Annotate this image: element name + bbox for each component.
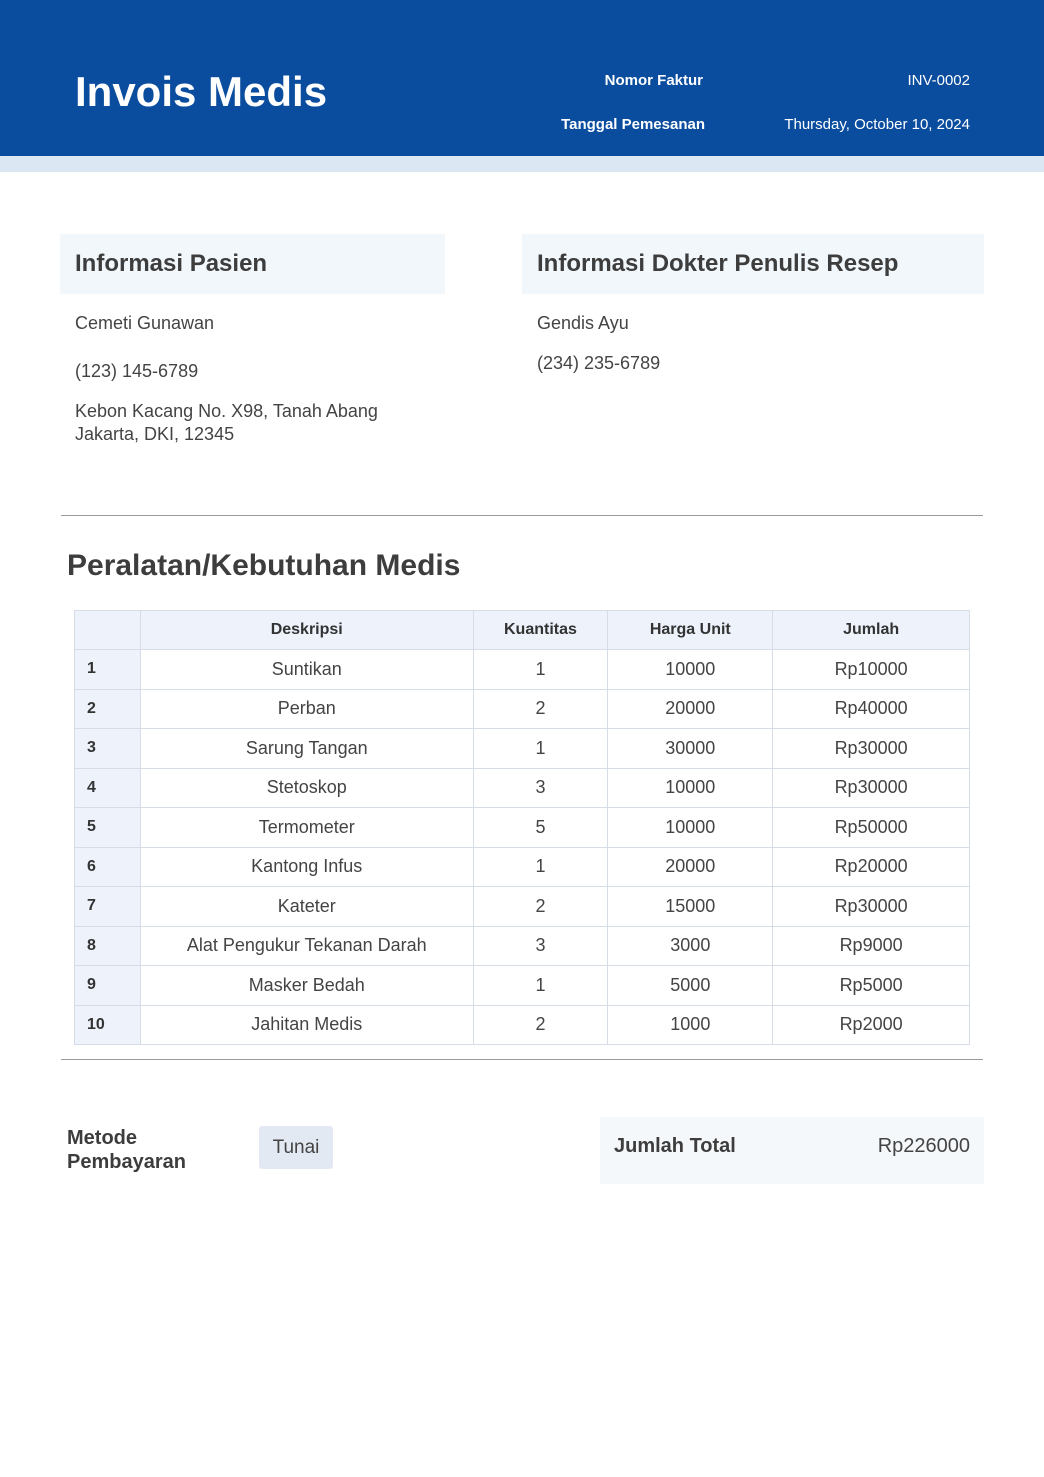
- patient-address-line1: Kebon Kacang No. X98, Tanah Abang: [75, 401, 378, 421]
- column-header-description: Deskripsi: [140, 611, 473, 650]
- row-number: 8: [75, 926, 141, 966]
- item-quantity: 2: [473, 689, 608, 729]
- patient-phone: (123) 145-6789: [75, 361, 199, 381]
- document-title: Invois Medis: [75, 68, 328, 115]
- table-row: [75, 650, 970, 690]
- column-header-unit-price: Harga Unit: [608, 611, 773, 650]
- items-section-title: Peralatan/Kebutuhan Medis: [67, 549, 461, 582]
- item-unit-price: 1000: [608, 1005, 773, 1045]
- table-row: [75, 887, 970, 927]
- item-quantity: 3: [473, 768, 608, 808]
- item-amount: Rp50000: [773, 808, 970, 848]
- item-amount: Rp30000: [773, 729, 970, 769]
- header-accent-strip: [0, 156, 1044, 172]
- item-quantity: 1: [473, 966, 608, 1006]
- table-header-row: [75, 611, 970, 650]
- item-description: Perban: [140, 689, 473, 729]
- item-unit-price: 10000: [608, 768, 773, 808]
- item-unit-price: 15000: [608, 887, 773, 927]
- total-label: Jumlah Total: [614, 1135, 736, 1157]
- row-number: 5: [75, 808, 141, 848]
- row-number: 1: [75, 650, 141, 690]
- item-quantity: 1: [473, 729, 608, 769]
- item-description: Termometer: [140, 808, 473, 848]
- doctor-phone: (234) 235-6789: [537, 353, 661, 373]
- patient-info-heading: Informasi Pasien: [60, 234, 445, 294]
- item-description: Jahitan Medis: [140, 1005, 473, 1045]
- item-amount: Rp10000: [773, 650, 970, 690]
- item-amount: Rp5000: [773, 966, 970, 1006]
- item-unit-price: 20000: [608, 847, 773, 887]
- row-number: 4: [75, 768, 141, 808]
- invoice-number-label: Nomor Faktur: [604, 72, 703, 89]
- payment-method-label: Metode Pembayaran: [67, 1127, 186, 1173]
- doctor-name: Gendis Ayu: [537, 313, 629, 333]
- item-quantity: 2: [473, 1005, 608, 1045]
- item-unit-price: 3000: [608, 926, 773, 966]
- table-row: [75, 689, 970, 729]
- table-row: [75, 729, 970, 769]
- order-date-value: Thursday, October 10, 2024: [784, 116, 970, 133]
- item-unit-price: 10000: [608, 808, 773, 848]
- item-unit-price: 20000: [608, 689, 773, 729]
- item-amount: Rp20000: [773, 847, 970, 887]
- row-number: 10: [75, 1005, 141, 1045]
- payment-method-badge: Tunai: [259, 1126, 333, 1169]
- table-row: [75, 1005, 970, 1045]
- invoice-number-value: INV-0002: [907, 72, 970, 89]
- item-amount: Rp30000: [773, 887, 970, 927]
- item-description: Masker Bedah: [140, 966, 473, 1006]
- row-number: 9: [75, 966, 141, 1006]
- row-number: 2: [75, 689, 141, 729]
- item-unit-price: 30000: [608, 729, 773, 769]
- table-row: [75, 926, 970, 966]
- item-description: Kantong Infus: [140, 847, 473, 887]
- row-number: 7: [75, 887, 141, 927]
- patient-name: Cemeti Gunawan: [75, 313, 215, 333]
- item-description: Alat Pengukur Tekanan Darah: [140, 926, 473, 966]
- item-description: Sarung Tangan: [140, 729, 473, 769]
- item-quantity: 2: [473, 887, 608, 927]
- table-row: [75, 966, 970, 1006]
- table-row: [75, 808, 970, 848]
- column-header-amount: Jumlah: [773, 611, 970, 650]
- item-description: Suntikan: [140, 650, 473, 690]
- row-number: 6: [75, 847, 141, 887]
- total-box: [600, 1117, 984, 1184]
- item-amount: Rp30000: [773, 768, 970, 808]
- item-description: Stetoskop: [140, 768, 473, 808]
- item-amount: Rp9000: [773, 926, 970, 966]
- item-unit-price: 5000: [608, 966, 773, 1006]
- item-description: Kateter: [140, 887, 473, 927]
- item-amount: Rp40000: [773, 689, 970, 729]
- row-number: 3: [75, 729, 141, 769]
- item-quantity: 1: [473, 650, 608, 690]
- section-divider-bottom: [61, 1059, 983, 1060]
- section-divider-top: [61, 515, 983, 516]
- items-table: [74, 610, 970, 1045]
- item-quantity: 5: [473, 808, 608, 848]
- table-row: [75, 768, 970, 808]
- order-date-label: Tanggal Pemesanan: [561, 116, 705, 133]
- column-header-number: [75, 611, 141, 650]
- item-unit-price: 10000: [608, 650, 773, 690]
- doctor-info-heading: Informasi Dokter Penulis Resep: [522, 234, 984, 294]
- item-quantity: 1: [473, 847, 608, 887]
- total-value: Rp226000: [877, 1135, 970, 1157]
- column-header-quantity: Kuantitas: [473, 611, 608, 650]
- table-row: [75, 847, 970, 887]
- item-amount: Rp2000: [773, 1005, 970, 1045]
- item-quantity: 3: [473, 926, 608, 966]
- patient-address-line2: Jakarta, DKI, 12345: [75, 424, 235, 444]
